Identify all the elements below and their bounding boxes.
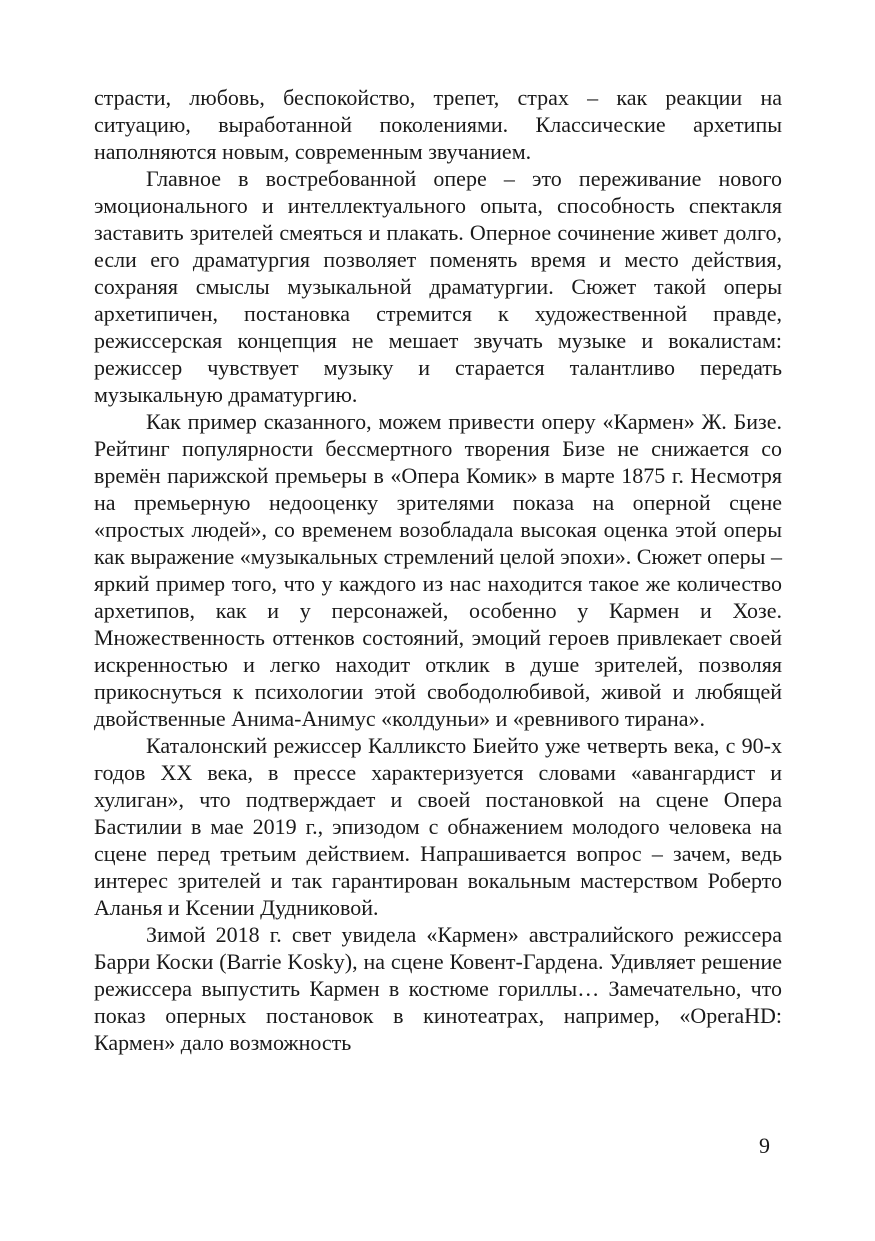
page-number: 9 (759, 1133, 770, 1158)
paragraph-5: Зимой 2018 г. свет увидела «Кармен» австралийского режиссера Барри Коски (Barrie Kosky), на сцене Ковент-Гардена. Удивляет решение режиссера выпустить Кармен в костюме гориллы… Замечательно, что показ оперных постановок в кинотеатрах, например, «OperaHD: Кармен» дало возможность (94, 922, 782, 1055)
document-page (94, 84, 782, 1056)
paragraph-1: страсти, любовь, беспокойство, трепет, страх – как реакции на ситуацию, выработанной поколениями. Классические архетипы наполняются новым, современным звучанием. (94, 85, 782, 164)
paragraph-4: Каталонский режиссер Калликсто Биейто уже четверть века, с 90-х годов XX века, в прессе характеризуется словами «авангардист и хулиган», что подтверждает и своей постановкой на сцене Опера Бастилии в мае 2019 г., эпизодом с обнажением молодого человека на сцене перед третьим действием. Напрашивается вопрос – зачем, ведь интерес зрителей и так гарантирован вокальным мастерством Роберто Аланья и Ксении Дудниковой. (94, 733, 782, 920)
paragraph-3: Как пример сказанного, можем привести оперу «Кармен» Ж. Бизе. Рейтинг популярности бессмертного творения Бизе не снижается со времён парижской премьеры в «Опера Комик» в марте 1875 г. Несмотря на премьерную недооценку зрителями показа на оперной сцене «простых людей», со временем возобладала высокая оценка этой оперы как выражение «музыкальных стремлений целой эпохи». Сюжет оперы – яркий пример того, что у каждого из нас находится такое же количество архетипов, как и у персонажей, особенно у Кармен и Хозе. Множественность оттенков состояний, эмоций героев привлекает своей искренностью и легко находит отклик в душе зрителей, позволяя прикоснуться к психологии этой свободолюбивой, живой и любящей двойственные Анима-Анимус «колдуньи» и «ревнивого тирана». (94, 409, 782, 731)
paragraph-2: Главное в востребованной опере – это переживание нового эмоционального и интеллектуального опыта, способность спектакля заставить зрителей смеяться и плакать. Оперное сочинение живет долго, если его драматургия позволяет поменять время и место действия, сохраняя смыслы музыкальной драматургии. Сюжет такой оперы архетипичен, постановка стремится к художественной правде, режиссерская концепция не мешает звучать музыке и вокалистам: режиссер чувствует музыку и старается талантливо передать музыкальную драматургию. (94, 166, 782, 407)
